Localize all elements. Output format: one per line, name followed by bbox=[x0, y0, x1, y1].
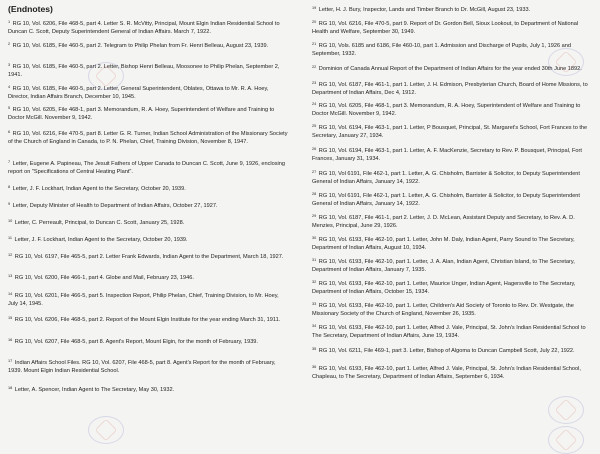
archive-stamp bbox=[88, 416, 124, 444]
endnote-item bbox=[312, 122, 592, 140]
endnote-number: 1 bbox=[8, 20, 11, 24]
endnote-text: RG 10, Vol. 6194, File 463-1, part 1. Letter, P Bousquet, Principal, St. Margaret's School, Fort Frances to the Secretary, January 27, 1934. bbox=[312, 125, 588, 139]
endnote-item bbox=[312, 145, 592, 163]
endnote-text: RG 10, Vol. 6200, File 466-1, part 4. Globe and Mail, February 23, 1946. bbox=[13, 275, 194, 281]
endnote-text: Letter, J. F. Lockhart, Indian Agent to the Secretary, October 20, 1939. bbox=[11, 186, 186, 192]
endnote-number: 24 bbox=[312, 102, 317, 106]
endnote-number: 19 bbox=[312, 6, 317, 10]
endnote-item bbox=[8, 384, 288, 394]
endnote-text: RG 10, Vol. 6193, File 462-10, part 1. Letter, Alfred J. Vale, Principal, St. John's Indian Residential School to The Secretary, Department of Indian Affairs, June 19, 1934. bbox=[312, 325, 586, 339]
endnote-text: RG 10, Vol. 6197, File 465-5, part 2. Letter Frank Edwards, Indian Agent to the Department, March 18, 1927. bbox=[13, 254, 284, 260]
endnote-number: 22 bbox=[312, 65, 317, 69]
endnote-number: 2 bbox=[8, 42, 11, 46]
archive-stamp bbox=[548, 48, 584, 76]
endnote-item bbox=[312, 212, 592, 230]
endnote-item bbox=[312, 278, 592, 296]
endnote-item bbox=[8, 290, 288, 308]
endnote-number: 33 bbox=[312, 302, 317, 306]
endnote-number: 11 bbox=[8, 236, 12, 240]
endnote-item bbox=[8, 272, 288, 282]
endnote-item bbox=[312, 300, 592, 318]
endnote-text: RG 10, Vol. 6207, File 468-5, part 8. Agent's Report, Mount Elgin, for the month of February, 1939. bbox=[13, 339, 258, 345]
endnote-text: RG 10, Vol. 6216, File 470-5, part 9. Report of Dr. Gordon Bell, Sioux Lookout, to Department of National Health and Welfare, September 30, 1949. bbox=[312, 21, 579, 35]
endnote-item bbox=[8, 61, 288, 79]
endnote-number: 36 bbox=[312, 365, 317, 369]
endnote-number: 32 bbox=[312, 280, 317, 284]
endnote-number: 23 bbox=[312, 81, 317, 85]
endnote-text: RG 10, Vols. 6185 and 6186, File 460-10, part 1. Admission and Discharge of Pupils, July 1, 1926 and September, 1932. bbox=[312, 43, 571, 57]
endnote-number: 7 bbox=[8, 160, 11, 164]
endnote-item bbox=[312, 100, 592, 118]
endnote-item bbox=[312, 345, 592, 355]
endnote-item bbox=[312, 234, 592, 252]
endnote-item bbox=[312, 190, 592, 208]
endnote-number: 27 bbox=[312, 170, 317, 174]
endnote-number: 16 bbox=[8, 338, 13, 342]
endnote-text: Letter, J. F. Lockhart, Indian Agent to the Secretary, October 20, 1939. bbox=[12, 237, 188, 243]
endnote-text: RG 10, Vol. 6193, File 462-10, part 1. Letter, John M. Daly, Indian Agent, Parry Sound to The Secretary, Department of Indian Affairs, August 10, 1934. bbox=[312, 237, 575, 251]
endnote-text: Dominion of Canada Annual Report of the Department of Indian Affairs for the year ended 30th June 1892. bbox=[317, 66, 582, 72]
endnote-text: RG 10, Vol. 6206, File 468-5, part 4. Letter S. R. McVitty, Principal, Mount Elgin Indian Residential School to Duncan C. Scott, Deputy Superintendent General of Indian Affairs. March 7, 1922. bbox=[8, 21, 280, 35]
endnote-text: RG 10, Vol. 6205, File 468-1, part 3. Memorandum, R. A. Hoey, Superintendent of Welfare and Training to Doctor McGill. November 9, 1942. bbox=[8, 107, 275, 121]
endnote-number: 30 bbox=[312, 236, 317, 240]
endnote-item bbox=[8, 158, 288, 176]
endnote-item bbox=[312, 168, 592, 186]
endnote-number: 18 bbox=[8, 386, 13, 390]
endnote-item bbox=[8, 183, 288, 193]
endnote-text: Letter, C. Perreault, Principal, to Duncan C. Scott, January 25, 1928. bbox=[13, 220, 185, 226]
endnote-number: 31 bbox=[312, 258, 317, 262]
endnote-item bbox=[8, 128, 288, 146]
endnote-number: 17 bbox=[8, 359, 13, 363]
endnote-item bbox=[312, 79, 592, 97]
endnote-number: 20 bbox=[312, 20, 317, 24]
endnote-number: 35 bbox=[312, 347, 317, 351]
endnote-text: Letter, H. J. Bury, Inspector, Lands and Timber Branch to Dr. McGill, August 23, 1933. bbox=[317, 7, 531, 13]
endnote-number: 8 bbox=[8, 185, 11, 189]
endnote-number: 14 bbox=[8, 292, 13, 296]
endnote-text: RG 10, Vol. 6193, File 462-10, part 1. Letter, Alfred J. Vale, Principal, St. John's Indian Residential School, Chapleau, to The Secretary, Department of Indian Affairs, September 6, 1934. bbox=[312, 366, 581, 380]
archive-stamp bbox=[548, 396, 584, 424]
endnote-number: 13 bbox=[8, 274, 13, 278]
endnote-number: 25 bbox=[312, 124, 317, 128]
endnote-item bbox=[312, 363, 592, 381]
endnote-text: RG 10, Vol. 6205, File 468-1, part 3. Memorandum, R. A. Hoey, Superintendent of Welfare and Training to Doctor McGill. November 9, 1942. bbox=[312, 103, 581, 117]
endnote-text: RG 10, Vol. 6211, File 469-1, part 3. Letter, Bishop of Algoma to Duncan Campbell Scott, July 22, 1922. bbox=[317, 348, 575, 354]
endnote-text: RG 10, Vol. 6201, File 466-5, part 5. Inspection Report, Philip Phelan, Chief, Training Division, to Mr. Hoey, July 14, 1945. bbox=[8, 293, 279, 307]
endnote-item bbox=[8, 18, 288, 36]
endnote-item bbox=[312, 18, 592, 36]
endnote-item bbox=[312, 256, 592, 274]
endnote-item bbox=[8, 336, 288, 346]
endnote-item bbox=[8, 200, 288, 210]
endnote-number: 6 bbox=[8, 130, 11, 134]
endnote-number: 21 bbox=[312, 42, 317, 46]
endnotes-heading: (Endnotes) bbox=[8, 4, 53, 14]
endnote-number: 4 bbox=[8, 85, 11, 89]
endnote-item bbox=[8, 357, 288, 375]
endnote-number: 34 bbox=[312, 324, 317, 328]
endnote-text: Indian Affairs School Files. RG 10, Vol. 6207, File 468-5, part 8. Agent's Report for the month of February, 1939. Mount Elgin Indian Residential School. bbox=[8, 360, 276, 374]
endnote-number: 9 bbox=[8, 202, 11, 206]
endnote-text: RG 10, Vol. 6193, File 462-10, part 1. Letter, Maurice Unger, Indian Agent, Hagersville to The Secretary, Department of Indian Affairs, October 15, 1934. bbox=[312, 281, 576, 295]
endnote-text: Letter, Eugene A. Papineau, The Jesuit Fathers of Upper Canada to Duncan C. Scott, June 9, 1926, enclosing report on "Specifications of Central Heating Plant". bbox=[8, 161, 285, 175]
endnote-item bbox=[8, 83, 288, 101]
endnote-text: RG 10, Vol. 6187, File 461-1, part 1. Letter, J. H. Edmison, Presbyterian Church, Board of Home Missions, to Department of Indian Affairs, Dec 4, 1912. bbox=[312, 82, 588, 96]
endnote-text: Letter, A. Spencer, Indian Agent to The Secretary, May 30, 1932. bbox=[13, 387, 175, 393]
endnote-number: 29 bbox=[312, 214, 317, 218]
endnote-item bbox=[312, 4, 592, 14]
endnote-number: 12 bbox=[8, 253, 13, 257]
endnote-text: Letter, Deputy Minister of Health to Department of Indian Affairs, October 27, 1927. bbox=[11, 203, 218, 209]
endnote-text: RG 10, Vol. 6206, File 468-5, part 2. Report of the Mount Elgin Institute for the year ending March 31, 1911. bbox=[13, 317, 281, 323]
endnote-text: RG 10, Vol. 6185, File 460-5, part 2. Letter, Bishop Henri Belleau, Moosonee to Philip Phelan, September 2, 1941. bbox=[8, 64, 280, 78]
endnote-text: RG 10, Vol. 6185, File 460-5, part 2. Letter, General Superintendent, Oblates, Ottawa to Mr. R. A. Hoey, Director, Indian Affairs Branch, December 10, 1945. bbox=[8, 86, 269, 100]
endnote-item bbox=[8, 40, 288, 50]
endnote-number: 3 bbox=[8, 63, 11, 67]
endnote-text: RG 10, Vol 6191, File 462-1, part 1. Letter, A. G. Chisholm, Barrister & Solicitor, to Deputy Superintendent General of Indian Affairs, January 14, 1922. bbox=[312, 171, 580, 185]
endnote-text: RG 10, Vol. 6216, File 470-5, part 8. Letter G. R. Turner, Indian School Administration of the Missionary Society of the Church of England in Canada, to P. N. Phelan, Chief, Training Division, November 8, 1947. bbox=[8, 131, 288, 145]
endnote-number: 26 bbox=[312, 147, 317, 151]
endnote-item bbox=[8, 104, 288, 122]
endnote-item bbox=[8, 314, 288, 324]
endnote-number: 28 bbox=[312, 192, 317, 196]
endnote-number: 5 bbox=[8, 106, 11, 110]
endnote-number: 15 bbox=[8, 316, 13, 320]
endnote-item bbox=[8, 234, 288, 244]
endnote-text: RG 10, Vol. 6185, File 460-5, part 2. Telegram to Philip Phelan from Fr. Henri Belleau, August 23, 1939. bbox=[11, 43, 269, 49]
endnote-text: RG 10, Vol. 6194, File 463-1, part 1. Letter, A. F. MacKenzie, Secretary to Rev. P. Bousquet, Principal, Fort Frances, January 31, 1934. bbox=[312, 148, 582, 162]
endnote-text: RG 10, Vol. 6193, File 462-10, part 1. Letter, J. A. Alan, Indian Agent, Christian Island, to The Secretary, Department of Indian Affairs, January 7, 1935. bbox=[312, 259, 575, 273]
archive-stamp bbox=[88, 62, 124, 90]
endnote-item bbox=[8, 217, 288, 227]
endnote-text: RG 10, Vol. 6187, File 461-1, part 2. Letter, J. D. McLean, Assistant Deputy and Secretary, to Rev. A. D. Menzies, Principal, June 29, 1926. bbox=[312, 215, 575, 229]
endnote-number: 10 bbox=[8, 219, 13, 223]
endnote-text: RG 10, Vol. 6193, File 462-10, part 1. Letter, Children's Aid Society of Toronto to Rev. Dr. Westgate, the Missionary Society of the Church of England, November 26, 1935. bbox=[312, 303, 574, 317]
endnote-item bbox=[312, 322, 592, 340]
endnote-text: RG 10, Vol 6191, File 462-1, part 1. Letter, A. G. Chisholm, Barrister & Solicitor, to Deputy Superintendent General of Indian Affairs, January 14, 1922. bbox=[312, 193, 580, 207]
endnote-item bbox=[8, 251, 288, 261]
